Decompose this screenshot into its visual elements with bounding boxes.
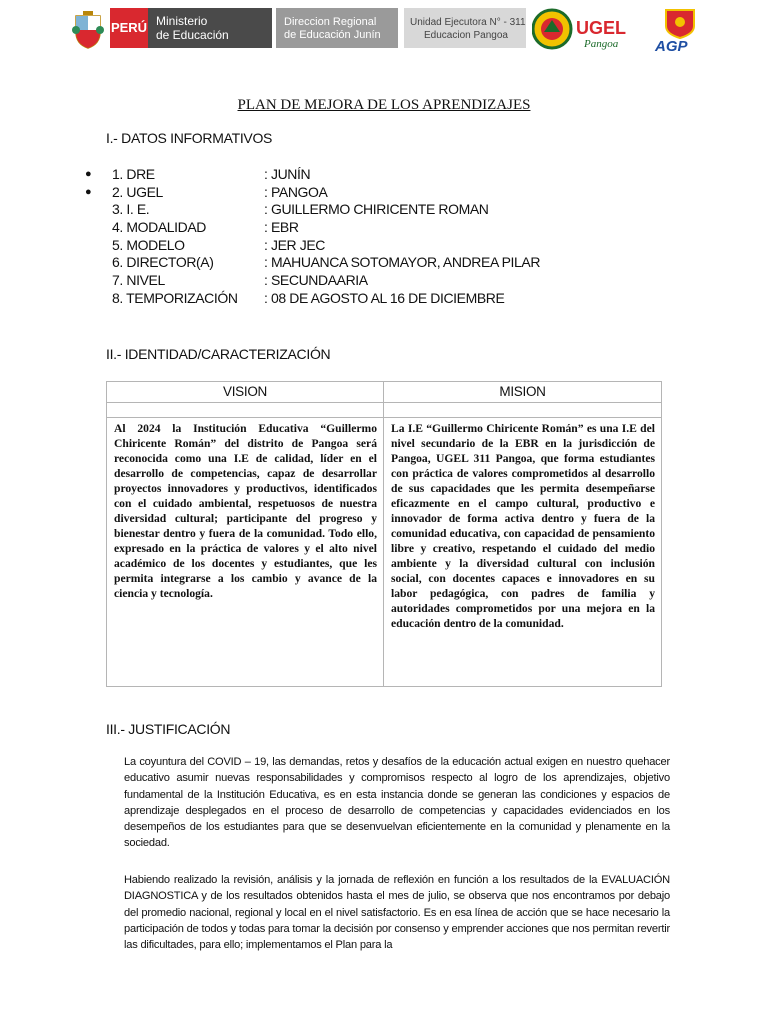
bullet: ● bbox=[85, 168, 92, 180]
vision-header: VISION bbox=[107, 382, 383, 403]
info-value: : JUNÍN bbox=[264, 166, 311, 182]
ue-line-1: Unidad Ejecutora N° - 311 bbox=[410, 17, 526, 28]
info-value: : MAHUANCA SOTOMAYOR, ANDREA PILAR bbox=[264, 254, 541, 271]
table-spacer-row bbox=[107, 403, 383, 418]
info-label: 7. NIVEL bbox=[112, 272, 165, 289]
direccion-regional-label bbox=[276, 8, 398, 48]
vision-column bbox=[107, 382, 384, 686]
document-title: PLAN DE MEJORA DE LOS APRENDIZAJES bbox=[237, 97, 531, 113]
info-row-dre bbox=[85, 166, 612, 184]
info-value: : 08 DE AGOSTO AL 16 DE DICIEMBRE bbox=[264, 289, 505, 306]
svg-text:Pangoa: Pangoa bbox=[584, 38, 619, 50]
info-value: : JER JEC bbox=[264, 236, 325, 253]
section-identidad-heading: II.- IDENTIDAD/CARACTERIZACIÓN bbox=[106, 346, 331, 362]
dre-line-1: Direccion Regional bbox=[284, 16, 377, 28]
info-row-director bbox=[112, 254, 612, 272]
info-label: 4. MODALIDAD bbox=[112, 219, 206, 236]
ugel-pangoa-logo-icon bbox=[532, 6, 632, 52]
table-spacer-row bbox=[384, 403, 661, 418]
bullet: ● bbox=[85, 185, 92, 198]
peru-label: PERÚ bbox=[110, 8, 148, 48]
vision-text: Al 2024 la Institución Educativa “Guillermo Chiricente Román” del distrito de Pangoa será reconocida como una I.E de calidad, líder en el desarrollo de competencias, capaz de desarrollar proyectos innovadores y productivos, identificados con el cuidado ambiental, respetuosos de nuestra diversidad cultural; participante del progreso y bienestar dentro y fuera de la comunidad. Todo ello, expresado en la práctica de valores y el alto nivel académico de los docentes y estudiantes, que les permita integrarse a los cambio y avance de la ciencia y tecnología. bbox=[114, 422, 377, 600]
info-label: 8. TEMPORIZACIÓN bbox=[112, 289, 238, 306]
info-row-ugel bbox=[85, 183, 612, 202]
info-row-temporizacion bbox=[112, 290, 612, 308]
justificacion-paragraph-2: Habiendo realizado la revisión, análisis y la jornada de reflexión en función a los resultados de la EVALUACIÓN DIAGNOSTICA y de los resultados obtenidos hasta el mes de julio, se observa que nos encontramos por debajo del promedio nacional, regional y local en el nivel satisfactorio. Es en esa línea de acción que se hace necesario la participación de todos y todas para tomar la decisión por consenso y emprender acciones que nos permitan revertir las dificultades, para ello; implementamos el Plan para la bbox=[124, 874, 670, 952]
svg-text:AGP: AGP bbox=[655, 38, 688, 55]
info-value: : SECUNDAARIA bbox=[264, 272, 368, 289]
info-value: : GUILLERMO CHIRICENTE ROMAN bbox=[264, 201, 489, 218]
svg-text:UGEL: UGEL bbox=[576, 18, 627, 38]
info-label: 5. MODELO bbox=[112, 236, 185, 253]
info-row-modalidad bbox=[112, 219, 612, 237]
info-value: : EBR bbox=[264, 219, 299, 236]
vision-mision-table bbox=[106, 381, 662, 687]
ministerio-educacion-label bbox=[148, 8, 272, 48]
section-justificacion-heading: III.- JUSTIFICACIÓN bbox=[106, 721, 231, 737]
justificacion-paragraph-1: La coyuntura del COVID – 19, las demandas, retos y desafíos de la educación actual exigen en nuestro quehacer educativo asumir nuevas responsabilidades y compromisos respecto al logro de los aprendizajes, objetivo fundamental de la Institución Educativa, es en esta instancia donde se generan las condiciones y espacios de aprendizaje desplegados en el proceso de desarrollo de competencias y capacidades evidenciados en los desempeños de los estudiantes para que se desenvuelvan eficientemente en la comunidad y plenamente en la sociedad. bbox=[124, 756, 670, 850]
info-row-modelo bbox=[112, 237, 612, 255]
unidad-ejecutora-label bbox=[404, 8, 526, 48]
info-label: 2. UGEL bbox=[112, 183, 163, 200]
info-label: 1. DRE bbox=[112, 166, 155, 182]
minedu-line-1: Ministerio bbox=[156, 14, 208, 28]
ue-line-2: Educacion Pangoa bbox=[424, 30, 508, 41]
mision-text: La I.E “Guillermo Chiricente Román” es una I.E del nivel secundario de la EBR en la jurisdicción de Pangoa, UGEL 311 Pangoa, que forma estudiantes con práctica de valores comprometidos al desarrollo de sus capacidades que les permita desempeñarse eficazmente en el campo cultural, productivo e innovador de forma activa dentro y fuera de la comunidad educativa, con capacidad de pensamiento libre y creativo, respetando el cuidado del medio ambiente y la diversidad cultural con inclusión social, con docentes capaces e innovadores en su labor pedagógica, con padres de familia y autoridades comprometidos por una mejora en la educación dentro de la comunidad. bbox=[391, 422, 655, 630]
info-label: 6. DIRECTOR(A) bbox=[112, 254, 214, 271]
info-value: : PANGOA bbox=[264, 183, 328, 200]
info-row-ie bbox=[112, 201, 612, 219]
mision-header: MISION bbox=[384, 382, 661, 403]
peru-coat-of-arms-icon bbox=[70, 10, 106, 50]
minedu-line-2: de Educación bbox=[156, 28, 229, 42]
mision-column bbox=[384, 382, 661, 686]
header-banner bbox=[0, 0, 768, 62]
info-label: 3. I. E. bbox=[112, 201, 150, 218]
dre-line-2: de Educación Junín bbox=[284, 29, 381, 41]
info-row-nivel bbox=[112, 272, 612, 290]
agp-logo-icon bbox=[652, 6, 708, 56]
info-list bbox=[85, 166, 612, 308]
section-datos-heading: I.- DATOS INFORMATIVOS bbox=[106, 130, 273, 146]
